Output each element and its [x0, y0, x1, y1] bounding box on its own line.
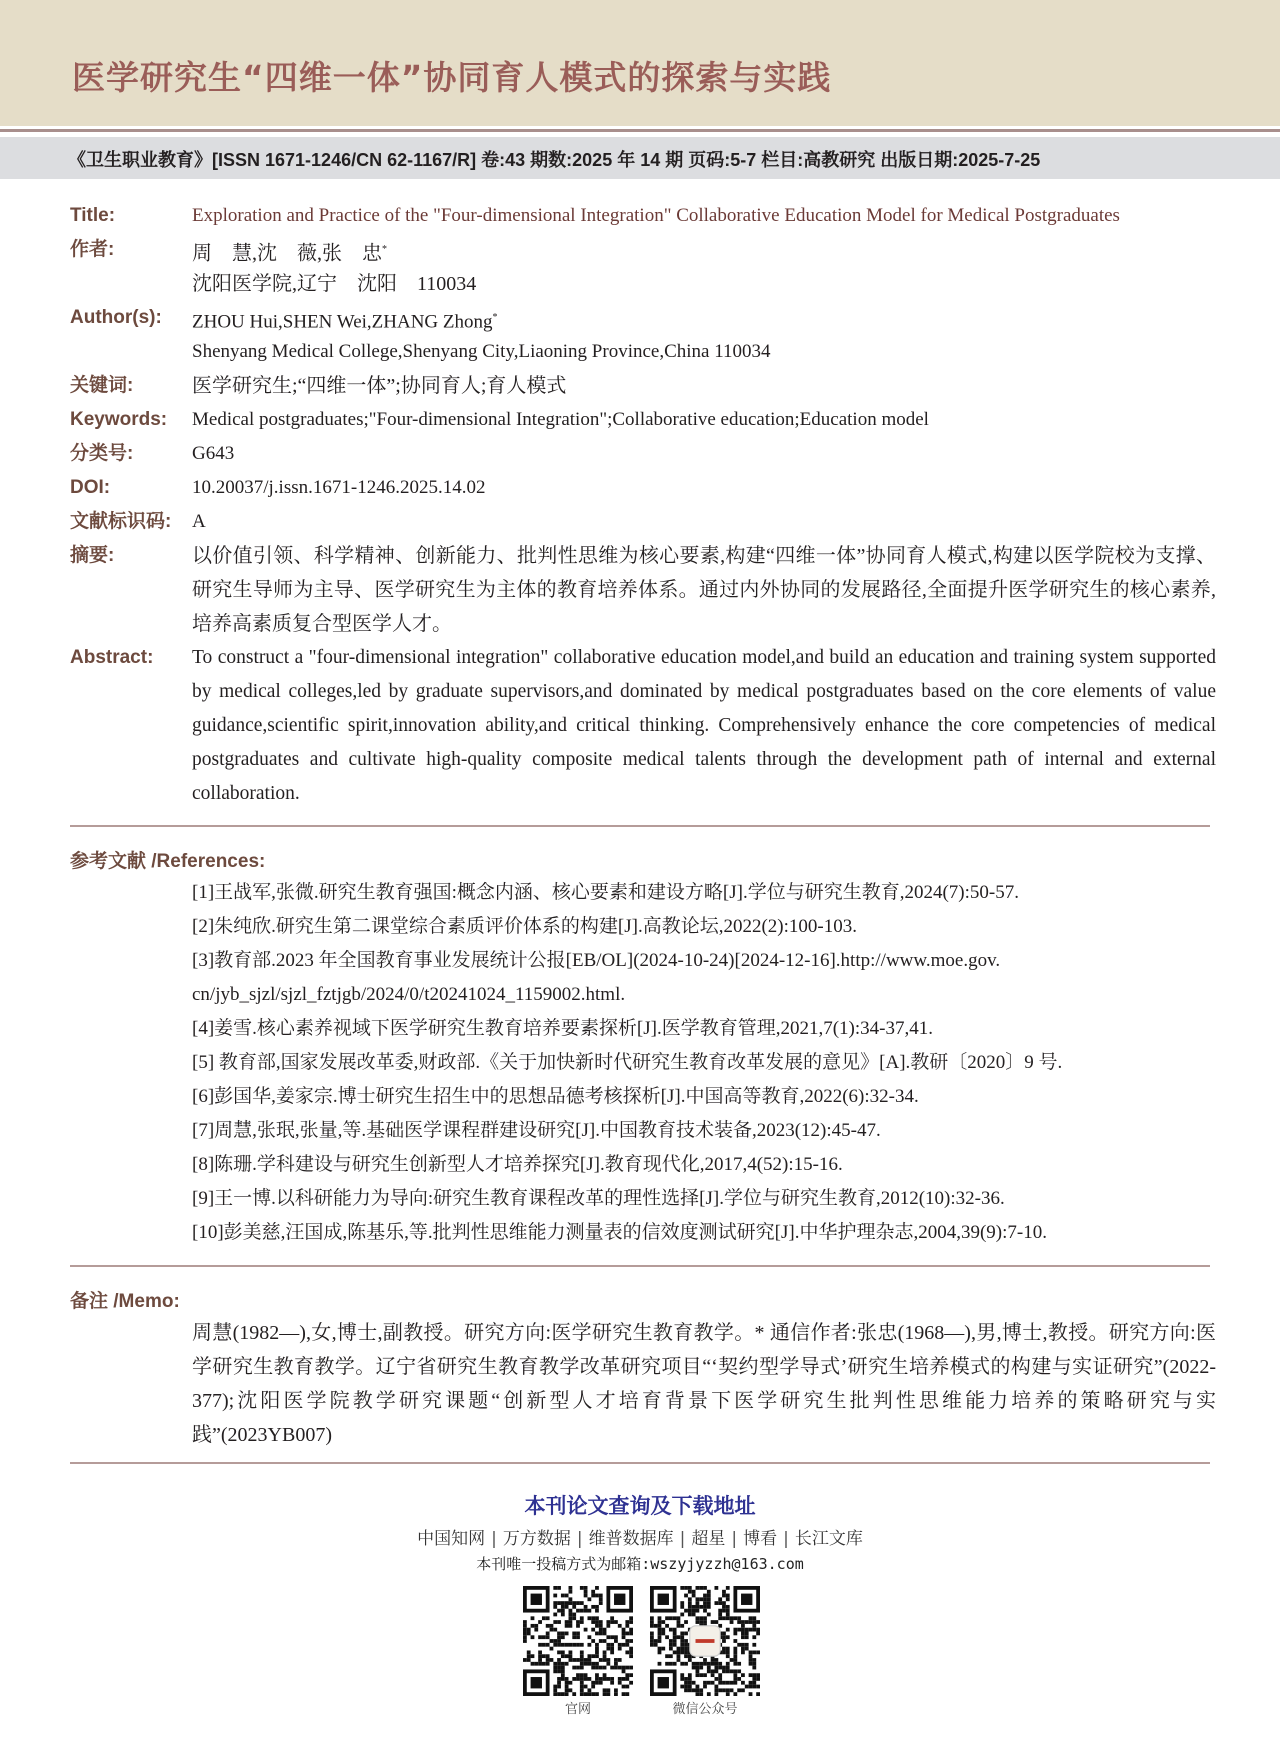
database-list [0, 1524, 1280, 1549]
database-link[interactable]: 维普数据库 [588, 1529, 674, 1549]
separator: | [731, 1529, 738, 1549]
abstract-en: To construct a "four-dimensional integration" collaborative education model,and build an education and training system supported by medical colleges,led by graduate supervisors,and dominated by medical postgraduates based on the core elements of value guidance,scientific spirit,innovation ability,and critical thinking. Comprehensively enhance the core competencies of medical postgraduates and cultivate high-quality composite medical talents through the development path of internal and external collaboration. [192, 647, 1216, 804]
memo-heading: 备注 /Memo: [70, 1291, 180, 1312]
database-link[interactable]: 长江文库 [794, 1529, 863, 1549]
page-title: 医学研究生“四维一体”协同育人模式的探索与实践 [72, 58, 832, 97]
corresponding-mark: * [492, 312, 498, 323]
divider [70, 825, 1210, 827]
qr-code-wechat[interactable] [650, 1586, 760, 1696]
reference-item: [4]姜雪.核心素养视域下医学研究生教育培养要素探析[J].医学教育管理,2021,7(1):34-37,41. [192, 1018, 933, 1039]
reference-item: [7]周慧,张珉,张量,等.基础医学课程群建设研究[J].中国教育技术装备,2023(12):45-47. [192, 1120, 881, 1141]
field-value: A [192, 511, 206, 532]
reference-item: [10]彭美慈,汪国成,陈基乐,等.批判性思维能力测量表的信效度测试研究[J].中华护理杂志,2004,39(9):7-10. [192, 1222, 1047, 1243]
separator: | [783, 1529, 789, 1549]
reference-item: [1]王战军,张微.研究生教育强国:概念内涵、核心要素和建设方略[J].学位与研究生教育,2024(7):50-57. [192, 882, 1019, 903]
submission-email: 本刊唯一投稿方式为邮箱:wszyjyzzh@163.com [476, 1555, 804, 1573]
divider [70, 1265, 1210, 1267]
divider [0, 129, 1280, 132]
field-label: 分类号: [70, 443, 134, 464]
memo-text: 周慧(1982—),女,博士,副教授。研究方向:医学研究生教育教学。* 通信作者:张忠(1968—),男,博士,教授。研究方向:医学研究生教育教学。辽宁省研究生教育教学改革研究项目“‘契约型学导式’研究生培养模式的构建与实证研究”(2022-377);沈阳医学院教学研究课题“创新型人才培育背景下医学研究生批判性思维能力培养的策略研究与实践”(2023YB007) [192, 1322, 1216, 1446]
reference-item: [3]教育部.2023 年全国教育事业发展统计公报[EB/OL](2024-10-24)[2024-12-16].http://www.moe.gov. [192, 950, 1001, 971]
field-label: 作者: [70, 239, 115, 260]
separator: | [491, 1529, 497, 1549]
field-label: Title: [70, 205, 116, 226]
field-value: Exploration and Practice of the "Four-dimensional Integration" Collaborative Education Model for Medical Postgraduates [192, 205, 1120, 226]
reference-item: [9]王一博.以科研能力为导向:研究生教育课程改革的理性选择[J].学位与研究生教育,2012(10):32-36. [192, 1188, 1005, 1209]
qr-code-website[interactable] [523, 1586, 633, 1696]
field-value: G643 [192, 443, 235, 464]
download-title: 本刊论文查询及下载地址 [524, 1494, 756, 1518]
reference-item: cn/jyb_sjzl/sjzl_fztjgb/2024/0/t20241024_1159002.html. [192, 984, 626, 1005]
reference-item: [2]朱纯欣.研究生第二课堂综合素质评价体系的构建[J].高教论坛,2022(2):100-103. [192, 916, 857, 937]
reference-item: [5] 教育部,国家发展改革委,财政部.《关于加快新时代研究生教育改革发展的意见》[A].教研〔2020〕9 号. [192, 1052, 1063, 1073]
separator: | [576, 1529, 583, 1549]
field-label: 摘要: [70, 545, 115, 566]
field-label: Author(s): [70, 307, 162, 328]
reference-item: [8]陈珊.学科建设与研究生创新型人才培养探究[J].教育现代化,2017,4(52):15-16. [192, 1154, 843, 1175]
reference-item: [6]彭国华,姜家宗.博士研究生招生中的思想品德考核探析[J].中国高等教育,2022(6):32-34. [192, 1086, 919, 1107]
corresponding-mark: * [382, 244, 387, 255]
qr-caption: 官网 [564, 1702, 591, 1717]
database-link[interactable]: 万方数据 [502, 1529, 571, 1549]
field-value: Shenyang Medical College,Shenyang City,Liaoning Province,China 110034 [192, 341, 771, 362]
field-label: DOI: [70, 477, 111, 498]
field-value: Medical postgraduates;"Four-dimensional Integration";Collaborative education;Education model [192, 409, 929, 430]
journal-meta: 《卫生职业教育》[ISSN 1671-1246/CN 62-1167/R] 卷:43 期数:2025 年 14 期 页码:5-7 栏目:高教研究 出版日期:2025-7-25 [68, 150, 1041, 170]
field-value: 医学研究生;“四维一体”;协同育人;育人模式 [192, 375, 567, 397]
field-value: 沈阳医学院,辽宁 沈阳 110034 [192, 273, 477, 295]
separator: | [679, 1529, 686, 1549]
divider [70, 1462, 1210, 1464]
field-label: 关键词: [70, 375, 134, 396]
database-link[interactable]: 中国知网 [417, 1529, 486, 1549]
references-heading: 参考文献 /References: [70, 851, 266, 872]
database-link[interactable]: 超星 [691, 1529, 726, 1549]
database-link[interactable]: 博看 [743, 1529, 778, 1549]
field-label: Abstract: [70, 647, 154, 668]
field-value: 周 慧,沈 薇,张 忠 [192, 242, 382, 265]
field-label: Keywords: [70, 409, 168, 430]
doi-link[interactable]: 10.20037/j.issn.1671-1246.2025.14.02 [192, 477, 486, 498]
abstract-zh: 以价值引领、科学精神、创新能力、批判性思维为核心要素,构建“四维一体”协同育人模式,构建以医学院校为支撑、研究生导师为主导、医学研究生为主体的教育培养体系。通过内外协同的发展路径,全面提升医学研究生的核心素养,培养高素质复合型医学人才。 [192, 545, 1216, 635]
field-label: 文献标识码: [70, 511, 172, 532]
qr-caption: 微信公众号 [672, 1702, 738, 1717]
field-value: ZHOU Hui,SHEN Wei,ZHANG Zhong [192, 311, 493, 333]
